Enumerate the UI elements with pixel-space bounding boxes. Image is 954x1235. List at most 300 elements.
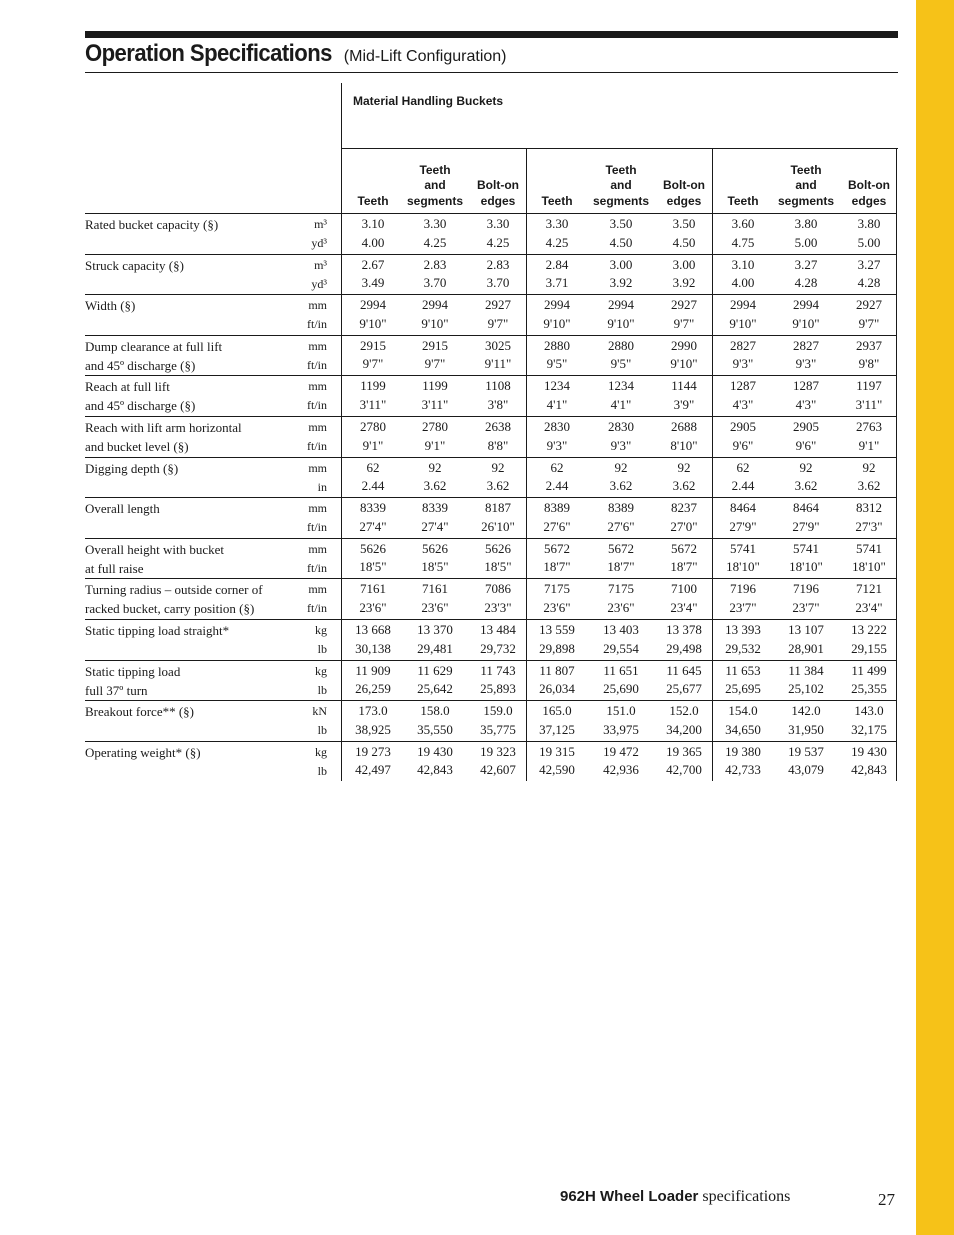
table-cell: 165.0 (542, 703, 572, 719)
title-subtitle: (Mid-Lift Configuration) (343, 48, 507, 65)
table-cell: 3.27 (857, 256, 881, 272)
table-cell: 25,642 (417, 681, 453, 697)
table-cell: 3.62 (672, 478, 696, 494)
table-cell: 38,925 (355, 721, 391, 737)
table-cell: 2.83 (423, 256, 447, 272)
table-cell: 2688 (671, 419, 697, 434)
table-cell: 11 645 (666, 662, 702, 678)
table-cell: 9'3" (610, 437, 632, 453)
row-divider (85, 578, 897, 579)
table-cell: 19 472 (603, 743, 639, 759)
table-cell: 9'5" (546, 356, 568, 372)
table-cell: 30,138 (355, 640, 391, 656)
table-cell: 9'6" (732, 437, 754, 453)
table-group-title: Material Handling Buckets (353, 94, 504, 108)
table-cell: 3'8" (487, 396, 509, 412)
table-cell: 8389 (544, 500, 570, 516)
title-main: Operation Specifications (85, 40, 332, 67)
row-divider (85, 213, 897, 214)
column-header (837, 148, 901, 212)
table-cell: 4.00 (361, 234, 385, 250)
row-unit: m³ yd³ (311, 217, 327, 250)
table-cell: 29,732 (480, 640, 516, 656)
column-group-divider (341, 83, 342, 781)
table-cell: 11 653 (725, 662, 761, 678)
row-unit: kg lb (315, 623, 327, 656)
table-cell: 7196 (730, 581, 756, 597)
table-cell: 1287 (793, 378, 819, 394)
row-divider (85, 497, 897, 498)
table-cell: 3.30 (423, 216, 447, 231)
table-cell: 11 629 (417, 662, 453, 678)
table-cell: 18'5" (421, 559, 449, 575)
column-header-label: Teeth and segments (777, 162, 835, 208)
table-cell: 8389 (608, 500, 634, 516)
table-cell: 9'3" (795, 356, 817, 372)
table-cell: 5.00 (857, 234, 881, 250)
table-cell: 2927 (485, 297, 511, 313)
row-unit: mm ft/in (307, 420, 327, 453)
table-cell: 3.70 (486, 275, 510, 291)
table-cell: 18'7" (607, 559, 635, 575)
table-cell: 33,975 (603, 721, 639, 737)
table-cell: 42,607 (480, 762, 516, 778)
table-cell: 5672 (544, 540, 570, 556)
table-cell: 19 380 (725, 743, 761, 759)
row-label: Struck capacity (§) (85, 257, 184, 273)
table-cell: 11 807 (539, 662, 575, 678)
table-cell: 18'10" (852, 559, 886, 575)
table-cell: 13 484 (480, 622, 516, 637)
row-divider (85, 335, 897, 336)
table-cell: 2763 (856, 419, 882, 434)
page-title (85, 40, 507, 68)
table-cell: 3.62 (609, 478, 633, 494)
table-cell: 5672 (671, 540, 697, 556)
table-cell: 3.92 (672, 275, 696, 291)
table-cell: 3.30 (486, 216, 510, 231)
table-cell: 29,498 (666, 640, 702, 656)
table-cell: 3.80 (857, 216, 881, 231)
table-cell: 9'10" (359, 315, 387, 331)
table-cell: 13 107 (788, 622, 824, 637)
column-header (589, 148, 653, 212)
table-cell: 5741 (793, 540, 819, 556)
row-unit: kg lb (315, 663, 327, 697)
table-cell: 26'10" (481, 518, 515, 534)
table-cell: 42,497 (355, 762, 391, 778)
table-cell: 2905 (730, 419, 756, 434)
table-cell: 9'8" (858, 356, 880, 372)
table-cell: 3.30 (545, 216, 569, 231)
column-header-label: Bolt-on edges (477, 178, 519, 208)
table-cell: 9'1" (858, 437, 880, 453)
table-cell: 2.44 (545, 478, 569, 494)
row-label: Rated bucket capacity (§) (85, 217, 219, 232)
table-cell: 25,102 (788, 681, 824, 697)
table-cell: 5626 (485, 540, 511, 556)
table-cell: 2880 (608, 337, 634, 353)
table-cell: 7196 (793, 581, 819, 597)
table-cell: 23'6" (359, 599, 387, 615)
table-cell: 2638 (485, 419, 511, 434)
table-cell: 19 537 (788, 743, 824, 759)
table-cell: 9'10" (421, 315, 449, 331)
table-cell: 7121 (856, 581, 882, 597)
table-cell: 19 323 (480, 743, 516, 759)
table-cell: 42,700 (666, 762, 702, 778)
table-cell: 3'11" (421, 396, 449, 412)
table-cell: 142.0 (791, 703, 821, 719)
row-label: Overall length (85, 501, 160, 517)
table-cell: 9'11" (484, 356, 512, 372)
table-cell: 4.00 (731, 275, 755, 291)
table-cell: 34,650 (725, 721, 761, 737)
table-cell: 25,690 (603, 681, 639, 697)
table-cell: 7161 (422, 581, 448, 597)
table-cell: 23'3" (484, 599, 512, 615)
table-cell: 2927 (856, 297, 882, 313)
table-cell: 5741 (856, 540, 882, 556)
table-cell: 27'9" (792, 518, 820, 534)
footer-suffix: specifications (702, 1188, 791, 1205)
row-divider (85, 700, 897, 701)
top-rule (85, 31, 898, 38)
table-cell: 9'10" (670, 356, 698, 372)
column-header (652, 148, 716, 212)
table-cell: 34,200 (666, 721, 702, 737)
table-cell: 5741 (730, 540, 756, 556)
table-cell: 2780 (422, 419, 448, 434)
column-header-label: Teeth and segments (592, 162, 650, 208)
table-cell: 1108 (485, 378, 511, 394)
column-header (403, 148, 467, 212)
row-unit: mm ft/in (307, 501, 327, 535)
table-cell: 3.80 (794, 216, 818, 231)
table-cell: 29,532 (725, 640, 761, 656)
table-cell: 19 365 (666, 743, 702, 759)
row-divider (85, 660, 897, 661)
table-cell: 27'3" (855, 518, 883, 534)
table-cell: 2994 (793, 297, 819, 313)
table-cell: 35,550 (417, 721, 453, 737)
table-cell: 2.44 (731, 478, 755, 494)
table-cell: 4'1" (610, 396, 632, 412)
table-cell: 8187 (485, 500, 511, 516)
table-cell: 2880 (544, 337, 570, 353)
table-cell: 13 559 (539, 622, 575, 637)
table-cell: 42,733 (725, 762, 761, 778)
table-cell: 3025 (485, 337, 511, 353)
table-cell: 4.28 (857, 275, 881, 291)
row-unit: mm ft/in (307, 541, 327, 575)
table-cell: 43,079 (788, 762, 824, 778)
row-label: Operating weight* (§) (85, 744, 201, 760)
table-cell: 5626 (360, 540, 386, 556)
table-cell: 25,355 (851, 681, 887, 697)
table-cell: 3.71 (545, 275, 569, 291)
table-cell: 2990 (671, 337, 697, 353)
table-cell: 9'7" (487, 315, 509, 331)
column-header (525, 148, 589, 212)
row-label: Turning radius – outside corner of racked bucket, carry position (§) (85, 582, 263, 617)
side-accent-bar (916, 0, 954, 1235)
table-cell: 23'6" (421, 599, 449, 615)
table-cell: 62 (366, 459, 380, 475)
table-cell: 11 651 (603, 662, 639, 678)
row-divider (85, 619, 897, 620)
table-cell: 151.0 (606, 703, 636, 719)
table-cell: 18'7" (670, 559, 698, 575)
table-cell: 27'0" (670, 518, 698, 534)
row-divider (85, 375, 897, 376)
table-cell: 9'3" (732, 356, 754, 372)
table-cell: 19 430 (417, 743, 453, 759)
table-cell: 92 (862, 459, 876, 475)
row-label: Static tipping load straight* (85, 623, 230, 638)
row-label: Digging depth (§) (85, 460, 179, 476)
table-cell: 4.25 (423, 234, 447, 250)
table-cell: 27'6" (607, 518, 635, 534)
table-cell: 2.83 (486, 256, 510, 272)
table-cell: 7175 (544, 581, 570, 597)
table-cell: 18'10" (726, 559, 760, 575)
table-cell: 2780 (360, 419, 386, 434)
table-cell: 3.10 (361, 216, 385, 231)
table-cell: 26,034 (539, 681, 575, 697)
table-cell: 23'7" (729, 599, 757, 615)
table-cell: 8312 (856, 500, 882, 516)
row-unit: mm ft/in (307, 582, 327, 616)
table-cell: 1287 (730, 378, 756, 394)
table-cell: 9'5" (610, 356, 632, 372)
table-cell: 8464 (730, 500, 756, 516)
column-header (466, 148, 530, 212)
table-cell: 3.00 (672, 256, 696, 272)
table-cell: 2937 (856, 337, 882, 353)
table-cell: 13 668 (355, 622, 391, 637)
column-header-label: Teeth and segments (406, 162, 464, 208)
table-cell: 2994 (730, 297, 756, 313)
table-cell: 2994 (544, 297, 570, 313)
table-cell: 9'7" (424, 356, 446, 372)
table-cell: 1234 (544, 378, 570, 394)
table-cell: 8339 (422, 500, 448, 516)
table-cell: 3.50 (672, 216, 696, 231)
table-cell: 152.0 (669, 703, 699, 719)
table-cell: 23'7" (792, 599, 820, 615)
table-cell: 1144 (671, 378, 697, 394)
table-cell: 4.28 (794, 275, 818, 291)
table-cell: 29,155 (851, 640, 887, 656)
row-unit: m³ yd³ (311, 257, 327, 291)
row-unit: mm ft/in (307, 338, 327, 372)
table-cell: 1234 (608, 378, 634, 394)
table-cell: 4'1" (546, 396, 568, 412)
table-cell: 2.67 (361, 256, 385, 272)
row-unit: kg lb (315, 744, 327, 778)
table-cell: 42,590 (539, 762, 575, 778)
column-header-label: Teeth (541, 193, 573, 208)
column-header-label: Bolt-on edges (848, 178, 890, 208)
table-cell: 4.50 (672, 234, 696, 250)
table-cell: 42,843 (417, 762, 453, 778)
table-cell: 2994 (608, 297, 634, 313)
table-cell: 9'1" (424, 437, 446, 453)
row-label: Reach with lift arm horizontal and bucket level (§) (85, 420, 242, 454)
column-header-label: Bolt-on edges (663, 178, 705, 208)
title-rule (85, 72, 898, 73)
row-label: Dump clearance at full lift and 45º discharge (§) (85, 338, 223, 373)
table-cell: 19 273 (355, 743, 391, 759)
table-cell: 9'10" (792, 315, 820, 331)
table-cell: 3'11" (359, 396, 387, 412)
table-cell: 29,481 (417, 640, 453, 656)
table-cell: 18'5" (359, 559, 387, 575)
column-header-label: Teeth (357, 193, 389, 208)
table-cell: 4.25 (486, 234, 510, 250)
table-cell: 42,843 (851, 762, 887, 778)
table-cell: 11 384 (788, 662, 824, 678)
row-divider (85, 294, 897, 295)
table-cell: 3.62 (794, 478, 818, 494)
table-cell: 32,175 (851, 721, 887, 737)
table-cell: 2915 (360, 337, 386, 353)
table-cell: 3'11" (855, 396, 883, 412)
table-cell: 9'3" (546, 437, 568, 453)
column-header (774, 148, 838, 212)
row-label: Width (§) (85, 298, 136, 314)
table-cell: 9'7" (858, 315, 880, 331)
table-cell: 27'4" (421, 518, 449, 534)
table-cell: 35,775 (480, 721, 516, 737)
table-cell: 29,898 (539, 640, 575, 656)
table-cell: 9'10" (607, 315, 635, 331)
table-cell: 27'9" (729, 518, 757, 534)
row-label: Breakout force** (§) (85, 704, 195, 720)
table-cell: 25,695 (725, 681, 761, 697)
table-cell: 2.44 (361, 478, 385, 494)
table-cell: 1199 (360, 378, 386, 394)
table-cell: 5.00 (794, 234, 818, 250)
table-cell: 7161 (360, 581, 386, 597)
table-cell: 3.62 (486, 478, 510, 494)
table-cell: 62 (736, 459, 750, 475)
table-cell: 8237 (671, 500, 697, 516)
table-group-header (341, 83, 898, 149)
table-cell: 9'7" (673, 315, 695, 331)
table-cell: 92 (491, 459, 505, 475)
table-cell: 9'7" (362, 356, 384, 372)
column-header (341, 148, 405, 212)
table-cell: 2827 (793, 337, 819, 353)
table-cell: 18'5" (484, 559, 512, 575)
table-cell: 1199 (422, 378, 448, 394)
table-cell: 2927 (671, 297, 697, 313)
table-cell: 5672 (608, 540, 634, 556)
row-unit: mm ft/in (307, 379, 327, 413)
table-cell: 2.84 (545, 256, 569, 272)
table-cell: 2915 (422, 337, 448, 353)
table-cell: 3.92 (609, 275, 633, 291)
row-divider (85, 416, 897, 417)
table-cell: 2994 (422, 297, 448, 313)
table-cell: 19 315 (539, 743, 575, 759)
row-divider (85, 457, 897, 458)
table-cell: 159.0 (483, 703, 513, 719)
table-cell: 19 430 (851, 743, 887, 759)
table-cell: 31,950 (788, 721, 824, 737)
table-cell: 18'7" (543, 559, 571, 575)
table-cell: 158.0 (420, 703, 450, 719)
table-cell: 7086 (485, 581, 511, 597)
table-cell: 23'4" (855, 599, 883, 615)
table-cell: 2827 (730, 337, 756, 353)
table-cell: 28,901 (788, 640, 824, 656)
table-cell: 9'1" (362, 437, 384, 453)
row-divider (85, 254, 897, 255)
table-cell: 7175 (608, 581, 634, 597)
column-header-label: Teeth (727, 193, 759, 208)
table-cell: 4.25 (545, 234, 569, 250)
table-cell: 3.10 (731, 256, 755, 272)
table-cell: 27'6" (543, 518, 571, 534)
row-unit: mm in (308, 460, 327, 494)
table-cell: 23'6" (543, 599, 571, 615)
table-cell: 2994 (360, 297, 386, 313)
table-cell: 143.0 (854, 703, 884, 719)
page-footer (560, 1188, 790, 1206)
table-cell: 13 378 (666, 622, 702, 637)
table-cell: 3'9" (673, 396, 695, 412)
table-cell: 4'3" (732, 396, 754, 412)
table-cell: 3.49 (361, 275, 385, 291)
table-cell: 13 222 (851, 622, 887, 637)
table-cell: 92 (677, 459, 691, 475)
page-number: 27 (878, 1190, 895, 1209)
table-cell: 3.70 (423, 275, 447, 291)
table-cell: 62 (550, 459, 564, 475)
row-divider (85, 741, 897, 742)
footer-model: 962H Wheel Loader (560, 1188, 699, 1205)
table-cell: 26,259 (355, 681, 391, 697)
row-unit: kN lb (312, 704, 327, 738)
table-cell: 8'10" (670, 437, 698, 453)
table-cell: 9'10" (729, 315, 757, 331)
table-cell: 13 403 (603, 622, 639, 637)
table-cell: 42,936 (603, 762, 639, 778)
table-cell: 4.50 (609, 234, 633, 250)
table-cell: 11 743 (480, 662, 516, 678)
row-unit: mm ft/in (307, 298, 327, 332)
table-cell: 3.50 (609, 216, 633, 231)
table-cell: 8'8" (487, 437, 509, 453)
table-cell: 25,677 (666, 681, 702, 697)
table-cell: 11 499 (851, 662, 887, 678)
row-divider (85, 538, 897, 539)
column-header (711, 148, 775, 212)
table-cell: 25,893 (480, 681, 516, 697)
table-cell: 23'6" (607, 599, 635, 615)
table-cell: 18'10" (789, 559, 823, 575)
table-cell: 3.60 (731, 216, 755, 231)
table-cell: 2830 (544, 419, 570, 434)
table-cell: 92 (428, 459, 442, 475)
table-cell: 2905 (793, 419, 819, 434)
table-cell: 92 (614, 459, 628, 475)
table-cell: 23'4" (670, 599, 698, 615)
table-cell: 9'10" (543, 315, 571, 331)
